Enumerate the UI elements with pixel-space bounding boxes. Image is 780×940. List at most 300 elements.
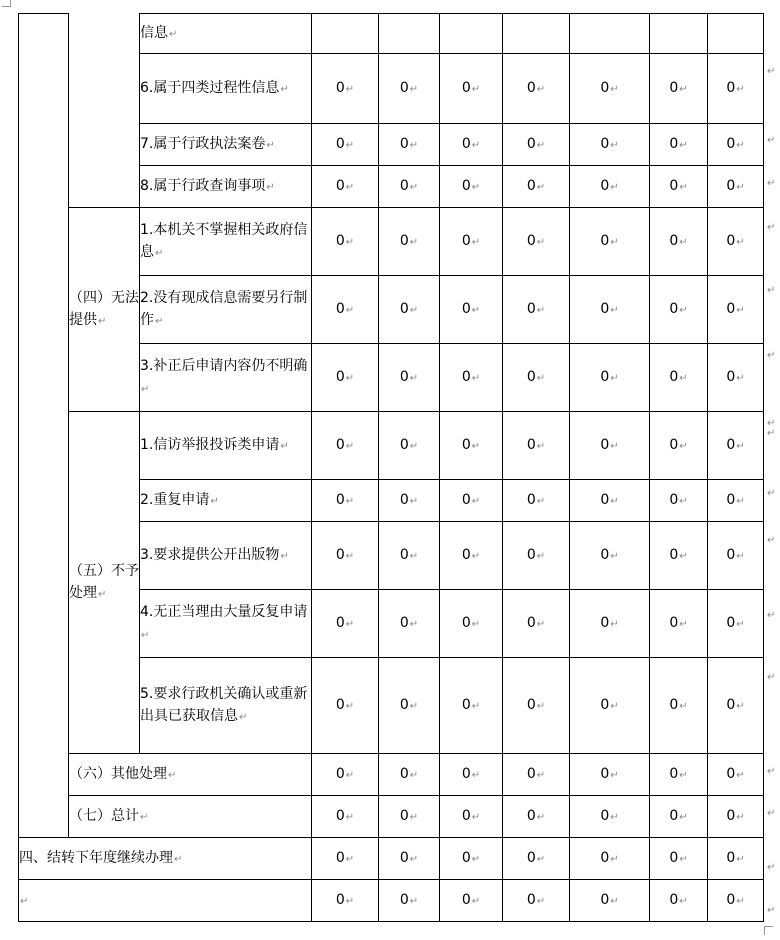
- paragraph-mark: ↵: [471, 236, 481, 248]
- paragraph-mark: ↵: [210, 495, 219, 507]
- cell-value: 0: [399, 696, 409, 713]
- value-cell: [312, 412, 379, 480]
- value-cell: [650, 166, 708, 208]
- paragraph-mark: ↵: [345, 550, 355, 562]
- row-label: [19, 838, 312, 880]
- paragraph-mark: ↵: [471, 495, 481, 507]
- row-label-text: 4.无正当理由大量反复申请: [140, 603, 308, 620]
- cell-value: 0: [669, 891, 679, 908]
- paragraph-mark: ↵: [610, 304, 619, 316]
- cell-value: 0: [600, 891, 610, 908]
- paragraph-mark: ↵: [409, 811, 419, 823]
- row-end-mark: ↵: [767, 135, 776, 146]
- outer-category-cell: [19, 14, 69, 838]
- cell-value: 0: [461, 765, 471, 782]
- value-cell: [440, 344, 503, 412]
- cell-value: 0: [461, 135, 471, 152]
- cell-value: 0: [526, 807, 536, 824]
- value-cell: [650, 54, 708, 124]
- paragraph-mark: ↵: [155, 315, 164, 327]
- paragraph-mark: ↵: [679, 495, 688, 507]
- row-label: [69, 796, 312, 838]
- row-label-text: 2.没有现成信息需要另行制作: [140, 289, 308, 328]
- paragraph-mark: ↵: [409, 236, 419, 248]
- value-cell: [708, 838, 764, 880]
- value-cell: [440, 880, 503, 922]
- paragraph-mark: ↵: [471, 83, 481, 95]
- cell-value: 0: [526, 368, 536, 385]
- cell-value: 0: [461, 232, 471, 249]
- row-label: [19, 880, 312, 922]
- paragraph-mark: ↵: [345, 83, 355, 95]
- paragraph-mark: ↵: [98, 315, 107, 327]
- paragraph-mark: ↵: [266, 181, 275, 193]
- value-cell: [312, 796, 379, 838]
- cell-value: 0: [461, 696, 471, 713]
- cell-value: 0: [726, 135, 736, 152]
- cell-value: 0: [399, 849, 409, 866]
- cell-value: 0: [399, 891, 409, 908]
- value-cell: [570, 124, 650, 166]
- row-label: [140, 54, 312, 124]
- row-label-text: 2.重复申请: [140, 491, 210, 508]
- value-cell: [570, 880, 650, 922]
- value-cell: [379, 838, 440, 880]
- value-cell: [503, 412, 570, 480]
- cell-value: 0: [726, 368, 736, 385]
- cell-value: 0: [669, 368, 679, 385]
- page-corner-top-left: [2, 0, 11, 7]
- paragraph-mark: ↵: [345, 495, 355, 507]
- value-cell: [312, 124, 379, 166]
- paragraph-mark: ↵: [536, 895, 546, 907]
- value-cell: [708, 522, 764, 590]
- value-cell: [312, 838, 379, 880]
- paragraph-mark: ↵: [471, 181, 481, 193]
- value-cell: [440, 412, 503, 480]
- value-cell: [708, 754, 764, 796]
- cell-value: 0: [726, 849, 736, 866]
- paragraph-mark: ↵: [280, 83, 289, 95]
- paragraph-mark: ↵: [345, 618, 355, 630]
- cell-value: 0: [726, 300, 736, 317]
- paragraph-mark: ↵: [679, 440, 688, 452]
- value-cell: [570, 796, 650, 838]
- value-cell: [379, 480, 440, 522]
- cell-value: 0: [461, 177, 471, 194]
- cell-value: 0: [600, 436, 610, 453]
- cell-value: 0: [526, 436, 536, 453]
- cell-value: 0: [669, 765, 679, 782]
- paragraph-mark: ↵: [345, 440, 355, 452]
- value-cell: [708, 796, 764, 838]
- paragraph-mark: ↵: [345, 139, 355, 151]
- value-cell: [708, 658, 764, 754]
- cell-value: 0: [726, 232, 736, 249]
- value-cell: [650, 838, 708, 880]
- paragraph-mark: ↵: [536, 440, 546, 452]
- paragraph-mark: ↵: [536, 139, 546, 151]
- paragraph-mark: ↵: [471, 618, 481, 630]
- paragraph-mark: ↵: [536, 304, 546, 316]
- paragraph-mark: ↵: [679, 700, 688, 712]
- table-row: [19, 754, 764, 796]
- value-cell: [312, 276, 379, 344]
- cell-value: 0: [335, 891, 345, 908]
- paragraph-mark: ↵: [409, 440, 419, 452]
- value-cell: [570, 166, 650, 208]
- cell-value: 0: [726, 765, 736, 782]
- value-cell: [440, 522, 503, 590]
- paragraph-mark: ↵: [679, 550, 688, 562]
- row-label: [140, 14, 312, 54]
- paragraph-mark: ↵: [536, 550, 546, 562]
- value-cell: [708, 480, 764, 522]
- paragraph-mark: ↵: [471, 304, 481, 316]
- paragraph-mark: ↵: [610, 895, 619, 907]
- paragraph-mark: ↵: [345, 853, 355, 865]
- paragraph-mark: ↵: [610, 769, 619, 781]
- cell-value: 0: [726, 546, 736, 563]
- value-cell: [650, 880, 708, 922]
- cell-value: 0: [669, 696, 679, 713]
- value-cell: [379, 344, 440, 412]
- paragraph-mark: ↵: [20, 895, 29, 907]
- value-cell: [503, 208, 570, 276]
- row-label-text: 1.本机关不掌握相关政府信息: [140, 221, 308, 260]
- cell-value: 0: [600, 135, 610, 152]
- value-cell: [312, 754, 379, 796]
- paragraph-mark: ↵: [409, 853, 419, 865]
- cell-value: 0: [600, 546, 610, 563]
- cell-value: 0: [669, 177, 679, 194]
- group-label: [69, 14, 140, 208]
- value-cell: [650, 344, 708, 412]
- value-cell: [650, 658, 708, 754]
- value-cell: [312, 658, 379, 754]
- paragraph-mark: ↵: [141, 383, 150, 395]
- row-end-mark: ↵: [767, 766, 776, 777]
- row-label: [140, 480, 312, 522]
- paragraph-mark: ↵: [736, 811, 745, 823]
- value-cell: [379, 658, 440, 754]
- paragraph-mark: ↵: [610, 440, 619, 452]
- paragraph-mark: ↵: [536, 181, 546, 193]
- paragraph-mark: ↵: [736, 700, 745, 712]
- cell-value: 0: [399, 765, 409, 782]
- value-cell: [312, 522, 379, 590]
- paragraph-mark: ↵: [679, 372, 688, 384]
- value-cell: [440, 14, 503, 54]
- paragraph-mark: ↵: [736, 181, 745, 193]
- paragraph-mark: ↵: [736, 83, 745, 95]
- value-cell: [708, 124, 764, 166]
- value-cell: [708, 14, 764, 54]
- cell-value: 0: [399, 436, 409, 453]
- paragraph-mark: ↵: [409, 618, 419, 630]
- row-label: [140, 522, 312, 590]
- row-end-mark: ↵: [767, 222, 776, 233]
- value-cell: [570, 14, 650, 54]
- row-label-text: 5.要求行政机关确认或重新出具已获取信息: [140, 685, 308, 724]
- cell-value: 0: [399, 232, 409, 249]
- row-label-text: 3.要求提供公开出版物: [140, 546, 280, 563]
- row-end-mark: ↵: [767, 808, 776, 819]
- paragraph-mark: ↵: [679, 236, 688, 248]
- paragraph-mark: ↵: [736, 550, 745, 562]
- cell-value: 0: [726, 807, 736, 824]
- paragraph-mark: ↵: [280, 440, 289, 452]
- cell-value: 0: [526, 79, 536, 96]
- value-cell: [708, 208, 764, 276]
- paragraph-mark: ↵: [471, 139, 481, 151]
- value-cell: [503, 124, 570, 166]
- value-cell: [650, 208, 708, 276]
- cell-value: 0: [726, 177, 736, 194]
- disclosure-statistics-table: [18, 13, 764, 922]
- value-cell: [503, 838, 570, 880]
- paragraph-mark: ↵: [140, 811, 149, 823]
- row-end-mark: ↵: [767, 905, 776, 916]
- paragraph-mark: ↵: [168, 769, 177, 781]
- row-label-text: 7.属于行政执法案卷: [140, 135, 266, 152]
- paragraph-mark: ↵: [141, 629, 150, 641]
- value-cell: [440, 54, 503, 124]
- cell-value: 0: [526, 300, 536, 317]
- table-row: [19, 796, 764, 838]
- paragraph-mark: ↵: [610, 618, 619, 630]
- row-label-text: 6.属于四类过程性信息: [140, 79, 280, 96]
- row-end-mark: ↵: [767, 418, 776, 429]
- paragraph-mark: ↵: [679, 304, 688, 316]
- paragraph-mark: ↵: [409, 700, 419, 712]
- cell-value: 0: [726, 696, 736, 713]
- value-cell: [503, 166, 570, 208]
- cell-value: 0: [399, 491, 409, 508]
- paragraph-mark: ↵: [679, 181, 688, 193]
- value-cell: [379, 796, 440, 838]
- cell-value: 0: [335, 614, 345, 631]
- paragraph-mark: ↵: [610, 181, 619, 193]
- cell-value: 0: [461, 614, 471, 631]
- group-label: [69, 412, 140, 754]
- paragraph-mark: ↵: [679, 139, 688, 151]
- row-label-text: 四、结转下年度继续办理: [19, 849, 173, 866]
- value-cell: [379, 14, 440, 54]
- group-label-text: （四）无法提供: [69, 289, 139, 328]
- cell-value: 0: [669, 79, 679, 96]
- paragraph-mark: ↵: [736, 769, 745, 781]
- paragraph-mark: ↵: [471, 440, 481, 452]
- value-cell: [440, 208, 503, 276]
- cell-value: 0: [399, 546, 409, 563]
- paragraph-mark: ↵: [536, 236, 546, 248]
- row-label: [140, 344, 312, 412]
- paragraph-mark: ↵: [471, 769, 481, 781]
- table-row: [19, 838, 764, 880]
- cell-value: 0: [600, 614, 610, 631]
- cell-value: 0: [335, 300, 345, 317]
- cell-value: 0: [399, 79, 409, 96]
- paragraph-mark: ↵: [409, 895, 419, 907]
- cell-value: 0: [726, 436, 736, 453]
- cell-value: 0: [600, 177, 610, 194]
- value-cell: [570, 344, 650, 412]
- paragraph-mark: ↵: [736, 139, 745, 151]
- cell-value: 0: [335, 696, 345, 713]
- row-label-text: 3.补正后申请内容仍不明确: [140, 357, 308, 374]
- cell-value: 0: [461, 300, 471, 317]
- paragraph-mark: ↵: [471, 700, 481, 712]
- cell-value: 0: [461, 368, 471, 385]
- row-end-mark: ↵: [767, 350, 776, 361]
- value-cell: [570, 412, 650, 480]
- value-cell: [440, 754, 503, 796]
- row-label: [140, 276, 312, 344]
- group-label: [69, 208, 140, 412]
- paragraph-mark: ↵: [98, 588, 107, 600]
- paragraph-mark: ↵: [174, 853, 183, 865]
- row-end-mark: ↵: [767, 428, 776, 439]
- paragraph-mark: ↵: [471, 895, 481, 907]
- row-end-mark: ↵: [767, 610, 776, 621]
- cell-value: 0: [526, 765, 536, 782]
- paragraph-mark: ↵: [736, 853, 745, 865]
- paragraph-mark: ↵: [409, 495, 419, 507]
- paragraph-mark: ↵: [345, 895, 355, 907]
- table-row: [19, 412, 764, 480]
- row-label: [140, 166, 312, 208]
- value-cell: [440, 480, 503, 522]
- paragraph-mark: ↵: [155, 247, 164, 259]
- value-cell: [503, 14, 570, 54]
- value-cell: [570, 754, 650, 796]
- paragraph-mark: ↵: [536, 853, 546, 865]
- paragraph-mark: ↵: [536, 83, 546, 95]
- value-cell: [570, 522, 650, 590]
- cell-value: 0: [399, 807, 409, 824]
- paragraph-mark: ↵: [409, 550, 419, 562]
- cell-value: 0: [669, 491, 679, 508]
- cell-value: 0: [335, 79, 345, 96]
- value-cell: [503, 480, 570, 522]
- cell-value: 0: [726, 891, 736, 908]
- value-cell: [570, 54, 650, 124]
- value-cell: [379, 754, 440, 796]
- paragraph-mark: ↵: [345, 236, 355, 248]
- row-end-mark: ↵: [767, 285, 776, 296]
- paragraph-mark: ↵: [679, 618, 688, 630]
- value-cell: [503, 754, 570, 796]
- cell-value: 0: [669, 300, 679, 317]
- paragraph-mark: ↵: [610, 550, 619, 562]
- row-end-mark: ↵: [767, 66, 776, 77]
- value-cell: [650, 754, 708, 796]
- value-cell: [650, 276, 708, 344]
- value-cell: [312, 880, 379, 922]
- paragraph-mark: ↵: [736, 236, 745, 248]
- paragraph-mark: ↵: [345, 181, 355, 193]
- paragraph-mark: ↵: [736, 895, 745, 907]
- value-cell: [312, 480, 379, 522]
- value-cell: [708, 412, 764, 480]
- cell-value: 0: [600, 765, 610, 782]
- cell-value: 0: [669, 807, 679, 824]
- row-label: [140, 208, 312, 276]
- value-cell: [312, 208, 379, 276]
- cell-value: 0: [399, 300, 409, 317]
- value-cell: [650, 796, 708, 838]
- row-end-mark: ↵: [767, 535, 776, 546]
- cell-value: 0: [600, 696, 610, 713]
- cell-value: 0: [335, 807, 345, 824]
- paragraph-mark: ↵: [610, 495, 619, 507]
- cell-value: 0: [461, 546, 471, 563]
- value-cell: [503, 344, 570, 412]
- cell-value: 0: [399, 368, 409, 385]
- value-cell: [312, 344, 379, 412]
- paragraph-mark: ↵: [409, 769, 419, 781]
- row-label-text: （七）总计: [69, 807, 139, 824]
- cell-value: 0: [399, 135, 409, 152]
- cell-value: 0: [526, 891, 536, 908]
- value-cell: [440, 166, 503, 208]
- value-cell: [379, 522, 440, 590]
- cell-value: 0: [600, 300, 610, 317]
- paragraph-mark: ↵: [536, 372, 546, 384]
- cell-value: 0: [669, 232, 679, 249]
- paragraph-mark: ↵: [736, 372, 745, 384]
- cell-value: 0: [600, 849, 610, 866]
- table-row: [19, 208, 764, 276]
- paragraph-mark: ↵: [736, 304, 745, 316]
- group-label-text: （五）不予处理: [69, 562, 139, 601]
- cell-value: 0: [335, 135, 345, 152]
- cell-value: 0: [399, 177, 409, 194]
- paragraph-mark: ↵: [409, 83, 419, 95]
- paragraph-mark: ↵: [169, 28, 178, 40]
- cell-value: 0: [526, 614, 536, 631]
- paragraph-mark: ↵: [610, 139, 619, 151]
- value-cell: [379, 880, 440, 922]
- page-corner-bottom-right: [764, 926, 773, 935]
- row-label: [140, 124, 312, 166]
- paragraph-mark: ↵: [471, 550, 481, 562]
- row-end-mark: ↵: [767, 178, 776, 189]
- cell-value: 0: [526, 135, 536, 152]
- value-cell: [312, 166, 379, 208]
- value-cell: [650, 124, 708, 166]
- value-cell: [379, 412, 440, 480]
- value-cell: [440, 276, 503, 344]
- value-cell: [708, 344, 764, 412]
- cell-value: 0: [461, 807, 471, 824]
- cell-value: 0: [526, 696, 536, 713]
- cell-value: 0: [669, 546, 679, 563]
- value-cell: [312, 14, 379, 54]
- value-cell: [708, 166, 764, 208]
- paragraph-mark: ↵: [679, 769, 688, 781]
- value-cell: [440, 590, 503, 658]
- cell-value: 0: [669, 614, 679, 631]
- paragraph-mark: ↵: [610, 236, 619, 248]
- cell-value: 0: [600, 79, 610, 96]
- table-body: [19, 14, 764, 922]
- cell-value: 0: [461, 891, 471, 908]
- value-cell: [503, 590, 570, 658]
- paragraph-mark: ↵: [280, 550, 289, 562]
- paragraph-mark: ↵: [736, 440, 745, 452]
